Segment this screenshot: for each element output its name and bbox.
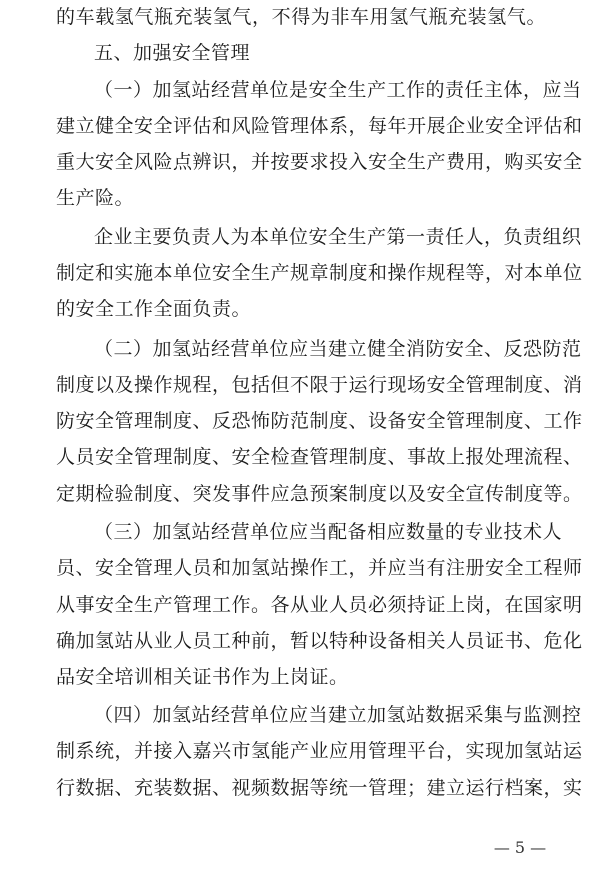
text-line-22: 行数据、充装数据、视频数据等统一管理；建立运行档案，实 [56, 777, 583, 799]
text-line-12: 防安全管理制度、反恐怖防范制度、设备安全管理制度、工作 [56, 410, 583, 432]
text-line-14: 定期检验制度、突发事件应急预案制度以及安全宣传制度等。 [56, 483, 583, 505]
page-number: — 5 — [493, 838, 547, 857]
text-line-16: 员、安全管理人员和加氢站操作工，并应当有注册安全工程师 [56, 557, 583, 579]
text-line-6: 生产险。 [56, 187, 135, 209]
text-line-20: （四）加氢站经营单位应当建立加氢站数据采集与监测控 [94, 704, 582, 726]
text-line-5: 重大安全风险点辨识，并按要求投入安全生产费用，购买安全 [56, 151, 583, 173]
text-line-19: 品安全培训相关证书作为上岗证。 [56, 666, 349, 688]
text-line-11: 制度以及操作规程，包括但不限于运行现场安全管理制度、消 [56, 374, 583, 396]
text-line-17: 从事安全生产管理工作。各从业人员必须持证上岗，在国家明 [56, 594, 583, 616]
text-line-21: 制系统，并接入嘉兴市氢能产业应用管理平台，实现加氢站运 [56, 740, 583, 762]
text-line-7: 企业主要负责人为本单位安全生产第一责任人，负责组织 [94, 226, 582, 248]
text-line-4: 建立健全安全评估和风险管理体系，每年开展企业安全评估和 [56, 115, 583, 137]
section-heading: 五、加强安全管理 [94, 42, 251, 64]
text-line-9: 的安全工作全面负责。 [56, 298, 252, 320]
text-line-15: （三）加氢站经营单位应当配备相应数量的专业技术人 [94, 521, 563, 543]
text-line-10: （二）加氢站经营单位应当建立健全消防安全、反恐防范 [94, 338, 582, 360]
text-line-1: 的车载氢气瓶充装氢气，不得为非车用氢气瓶充装氢气。 [56, 6, 546, 28]
text-line-8: 制定和实施本单位安全生产规章制度和操作规程等，对本单位 [56, 262, 583, 284]
text-line-18: 确加氢站从业人员工种前，暂以特种设备相关人员证书、危化 [56, 630, 583, 652]
text-line-13: 人员安全管理制度、安全检查管理制度、事故上报处理流程、 [56, 446, 583, 468]
text-line-3: （一）加氢站经营单位是安全生产工作的责任主体，应当 [94, 79, 582, 101]
